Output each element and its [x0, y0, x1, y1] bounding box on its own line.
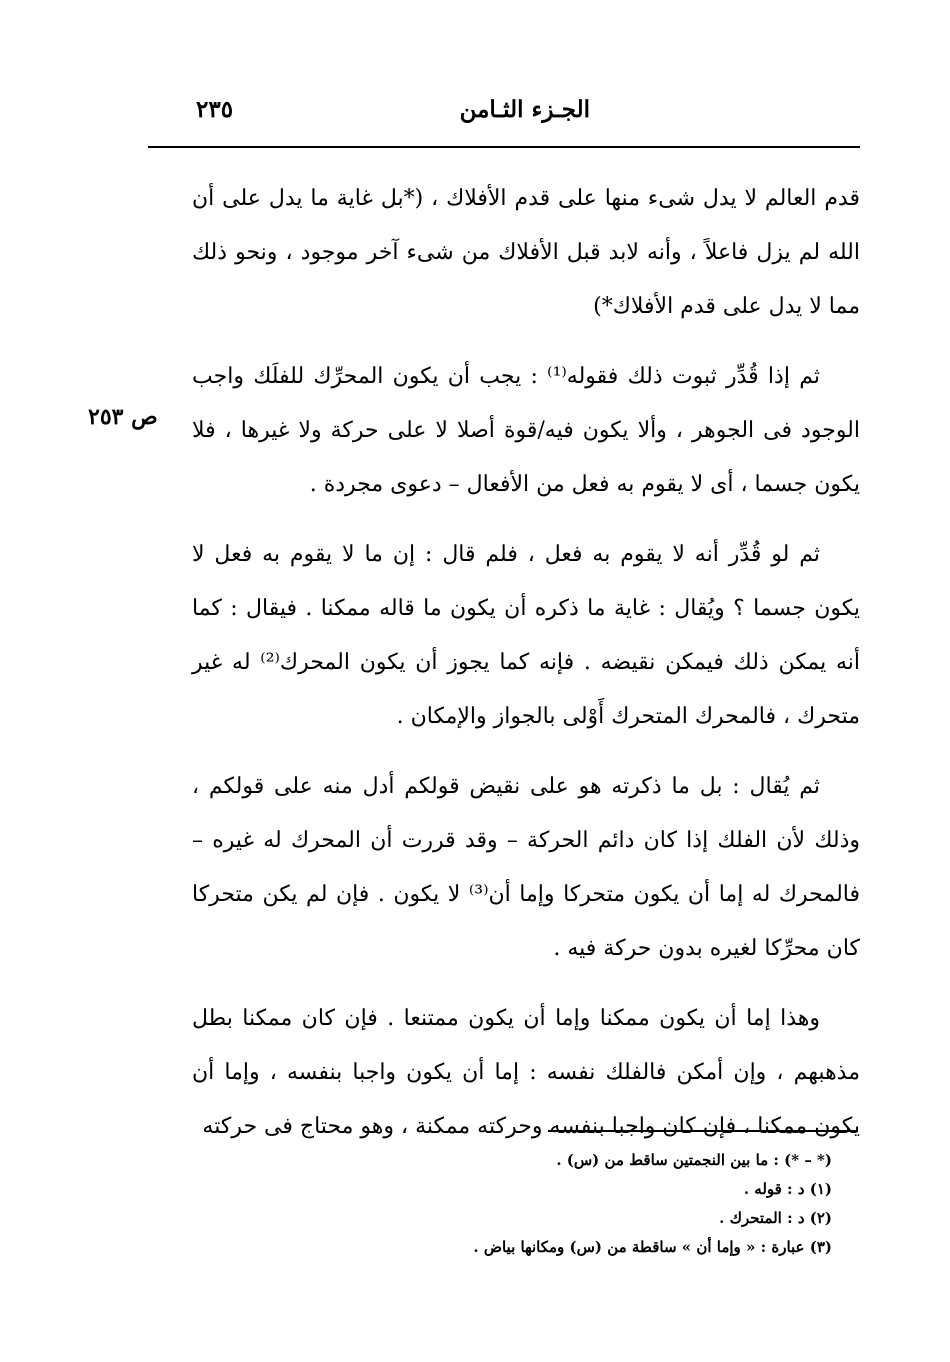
running-header — [148, 96, 860, 136]
paragraph-4: ثم يُقال : بل ما ذكرته هو على نقيض قولكم أدل منه على قولكم ، وذلك لأن الفلك إذا كان دائم الحركة – وقد قررت أن المحرك له غيره – فالمحرك له إما أن يكون متحركا وإما أن⁽³⁾ لا يكون . فإن لم يكن متحركا كان محرِّكا لغيره بدون حركة فيه . — [192, 774, 861, 961]
margin-page-reference: ص ٢٥٣ — [88, 404, 158, 430]
header-divider — [148, 146, 860, 148]
main-text — [192, 172, 860, 1170]
footnotes — [380, 1146, 832, 1262]
paragraph-1: قدم العالم لا يدل شىء منها على قدم الأفلاك ، (*بل غاية ما يدل على أن الله لم يزل فاعلاً ، وأنه لابد قبل الأفلاك من شىء آخر موجود ، ونحو ذلك مما لا يدل على قدم الأفلاك*) — [192, 186, 860, 319]
footnote-3: (٣) عبارة : « وإما أن » ساقطة من (س) ومكانها بياض . — [473, 1238, 832, 1256]
footnote-1: (١) د : قوله . — [743, 1180, 832, 1198]
running-header-title: الجـزء الثـامن — [459, 96, 590, 123]
footnote-asterisk: (* – *) : ما بين النجمتين ساقط من (س) . — [556, 1151, 832, 1169]
page-number: ٢٣٥ — [196, 96, 234, 123]
footnote-2: (٢) د : المتحرك . — [719, 1209, 832, 1227]
paragraph-3: ثم لو قُدِّر أنه لا يقوم به فعل ، فلم قال : إن ما لا يقوم به فعل لا يكون جسما ؟ ويُقال : غاية ما ذكره أن يكون ما قاله ممكنا . فيقال : كما أنه يمكن ذلك فيمكن نقيضه . فإنه كما يجوز أن يكون المحرك⁽²⁾ له غير متحرك ، فالمحرك المتحرك أَوْلى بالجواز والإمكان . — [192, 542, 860, 729]
paragraph-5: وهذا إما أن يكون ممكنا وإما أن يكون ممتنعا . فإن كان ممكنا بطل مذهبهم ، وإن أمكن فالفلك نفسه : إما أن يكون واجبا بنفسه ، وإما أن يكون ممكنا ، فإن كان واجبا بنفسه وحركته ممكنة ، وهو محتاج فى حركته — [192, 1006, 860, 1139]
footnote-divider — [548, 1130, 858, 1132]
paragraph-2: ثم إذا قُدِّر ثبوت ذلك فقوله⁽¹⁾ : يجب أن يكون المحرِّك للفلَك واجب الوجود فى الجوهر ، وألا يكون فيه/قوة أصلا لا على حركة ولا غيرها ، فلا يكون جسما ، أى لا يقوم به فعل من الأفعال – دعوى مجردة . — [192, 364, 860, 497]
